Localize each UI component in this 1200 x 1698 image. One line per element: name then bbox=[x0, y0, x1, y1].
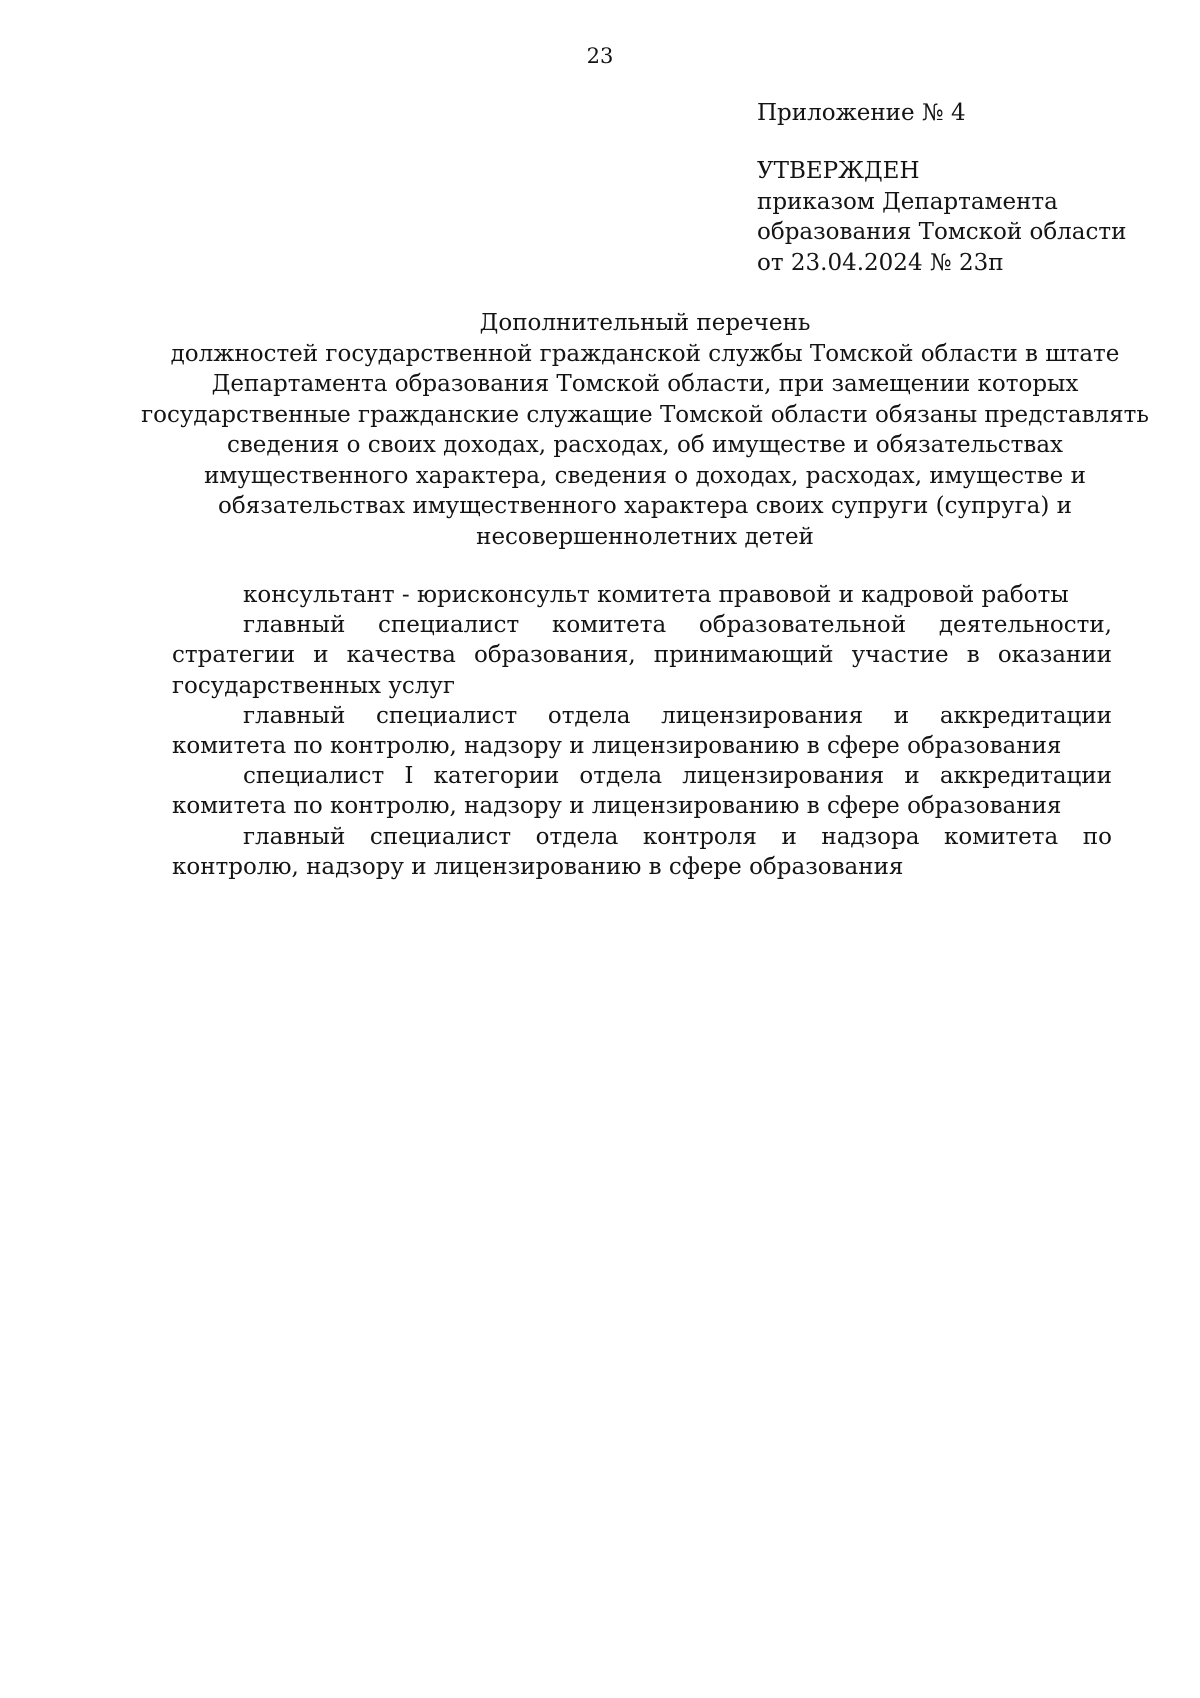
appendix-label: Приложение № 4 bbox=[757, 100, 966, 126]
approval-line: образования Томской области bbox=[757, 219, 1127, 245]
page-number: 23 bbox=[586, 44, 614, 68]
position-item: специалист I категории отдела лицензирования и аккредитации комитета по контролю, надзору и лицензированию в сфере образования bbox=[172, 763, 1112, 820]
title-line: Департамента образования Томской области, при замещении которых bbox=[211, 371, 1079, 397]
positions-list bbox=[172, 580, 1112, 882]
position-item: главный специалист комитета образовательной деятельности, стратегии и качества образования, принимающий участие в оказании государственных услуг bbox=[172, 612, 1112, 699]
title-line: Дополнительный перечень bbox=[479, 310, 811, 336]
title-line: имущественного характера, сведения о доходах, расходах, имуществе и bbox=[204, 462, 1086, 489]
title-line: сведения о своих доходах, расходах, об имуществе и обязательствах bbox=[226, 432, 1064, 458]
position-item: главный специалист отдела лицензирования и аккредитации комитета по контролю, надзору и лицензированию в сфере образования bbox=[172, 702, 1112, 760]
approval-heading: УТВЕРЖДЕН bbox=[757, 158, 920, 184]
approval-line: приказом Департамента bbox=[757, 188, 1058, 215]
title-line: обязательствах имущественного характера своих супруги (супруга) и bbox=[217, 493, 1072, 519]
position-item: главный специалист отдела контроля и надзора комитета по контролю, надзору и лицензированию в сфере образования bbox=[172, 823, 1112, 880]
approval-block bbox=[757, 156, 1126, 278]
position-item: консультант - юрисконсульт комитета правовой и кадровой работы bbox=[243, 582, 1069, 608]
title-line: должностей государственной гражданской службы Томской области в штате bbox=[170, 340, 1120, 367]
title-line: государственные гражданские служащие Томской области обязаны представлять bbox=[141, 401, 1149, 428]
approval-line: от 23.04.2024 № 23п bbox=[757, 249, 1004, 276]
title-line: несовершеннолетних детей bbox=[476, 523, 814, 550]
document-title bbox=[120, 308, 1170, 552]
